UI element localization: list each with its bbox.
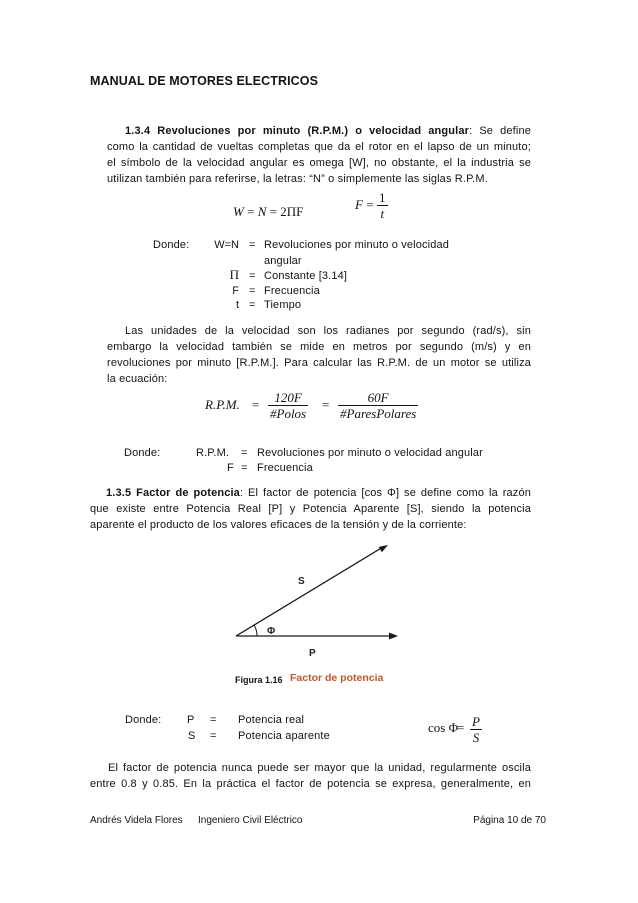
formula-angular-velocity [233,205,303,219]
definition-description: angular [264,255,302,267]
formula-frequency-lhs [355,198,374,212]
definition-symbol: R.P.M. [196,447,230,459]
apparent-power-arrowhead [379,545,388,552]
paragraph-line [106,486,531,500]
formula-symbol: W [233,204,244,219]
definition-description: Revoluciones por minuto o velocidad [264,239,450,251]
definition-symbol: F [232,285,239,297]
fraction-numerator: 60F [367,390,389,405]
formula-expression: 2ΠF [280,204,304,219]
paragraph-text: : Se define [469,125,531,137]
paragraph-line: entre 0.8 y 0.85. En la práctica el factor de potencia se expresa, generalmente, en [90,778,531,790]
paragraph-line: utilizan también para referirse, la letras: “N” o simplemente las siglas R.P.M. [107,173,488,185]
formula-equals: = [247,204,255,219]
definition-equals: = [241,447,248,459]
paragraph-line: como la cantidad de vueltas completas que da el rotor en el lapso de un minuto; [107,141,531,153]
formula-rpm-fraction-poles [268,391,308,420]
definition-description: Potencia real [238,714,305,726]
paragraph-line: el símbolo de la velocidad angular es omega [W], no obstante, el la industria se [107,157,531,169]
definition-description: Revoluciones por minuto o velocidad angular [257,447,483,459]
definition-description: Frecuencia [264,285,320,297]
definition-symbol: Π [229,267,239,282]
fraction-denominator: #ParesPolares [340,406,417,421]
section-heading: 1.3.4 Revoluciones por minuto (R.P.M.) o velocidad angular [125,125,470,137]
formula-symbol: F [355,197,363,212]
fraction-numerator: 1 [379,190,386,205]
document-header-title: MANUAL DE MOTORES ELECTRICOS [90,74,319,88]
paragraph-line: embargo la velocidad también se mide en metros por segundo (m/s) y en [107,341,531,353]
formula-symbol: N [257,204,267,219]
fraction-denominator: t [380,206,385,221]
footer-role: Ingeniero Civil Eléctrico [198,815,303,826]
definition-equals: = [249,239,256,251]
paragraph-line: El factor de potencia nunca puede ser mayor que la unidad, regularmente oscila [108,762,531,774]
vector-label-s: S [298,576,305,587]
paragraph-line: aparente el producto de los valores eficaces de la tensión y de la corriente: [90,519,467,531]
figure-caption-title: Factor de potencia [290,672,384,684]
fraction-numerator: 120F [274,390,302,405]
definitions-label: Donde: [125,714,162,726]
fraction-denominator: #Polos [270,406,307,421]
definition-equals: = [210,714,217,726]
formula-equals: = [457,720,465,735]
footer-author: Andrés Videla Flores [90,815,183,826]
definition-description: Constante [3.14] [264,270,348,282]
definition-equals: = [241,462,248,474]
angle-arc [254,625,257,636]
real-power-arrowhead [389,633,398,640]
paragraph-line: que existe entre Potencia Real [P] y Potencia Aparente [S], siendo la potencia [90,503,531,515]
fraction-numerator: P [472,714,480,729]
paragraph-text: : El factor de potencia [cos Φ] se define como la razón [239,487,531,499]
definition-symbol: P [187,714,195,726]
paragraph-line: la ecuación: [107,373,168,385]
definition-equals: = [249,285,256,297]
definition-description: Frecuencia [257,462,313,474]
formula-rpm-fraction-pole-pairs [338,391,418,420]
definition-equals: = [249,299,256,311]
figure-caption-number: Figura 1.16 [235,675,283,685]
formula-rpm-lhs: R.P.M. [205,397,240,412]
apparent-power-vector [236,547,383,636]
footer-page-number: Página 10 de 70 [473,815,546,826]
definition-symbol: F [227,462,234,474]
formula-frequency-fraction [377,191,388,220]
definition-description: Tiempo [264,299,302,311]
formula-equals: = [269,204,277,219]
formula-equals: = [366,197,374,212]
section-heading: 1.3.5 Factor de potencia [106,487,240,499]
vector-label-p: P [309,648,316,659]
formula-equals: = [252,397,260,412]
definition-symbol: t [235,299,239,311]
paragraph-line [125,124,531,138]
fraction-denominator: S [472,730,480,745]
formula-cos-phi-fraction [470,715,482,744]
definition-description: Potencia aparente [238,730,330,742]
angle-label-phi: Φ [267,626,276,637]
formula-cos-phi-lhs: cos Φ [428,720,459,735]
definition-equals: = [249,270,256,282]
definitions-label: Donde: [124,447,161,459]
paragraph-line: revoluciones por minuto [R.P.M.]. Para calcular las R.P.M. de un motor se utiliza [107,357,531,369]
paragraph-line: Las unidades de la velocidad son los radianes por segundo (rad/s), sin [125,325,531,337]
power-factor-figure [220,535,420,665]
definition-symbol: S [188,730,196,742]
definition-symbol: W=N [214,239,239,251]
definitions-label: Donde: [153,239,190,251]
formula-equals: = [322,397,330,412]
definition-equals: = [210,730,217,742]
